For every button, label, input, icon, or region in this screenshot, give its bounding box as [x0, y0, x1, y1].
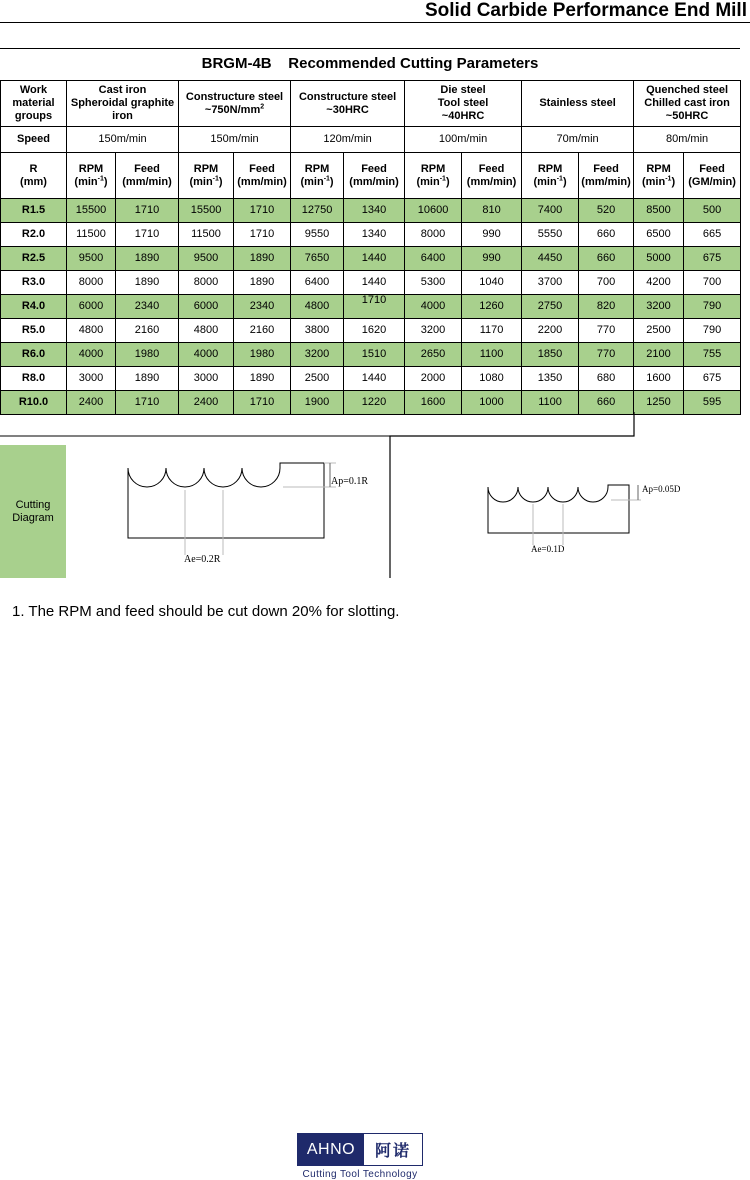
rpm-cell: 4000: [405, 295, 462, 319]
feed-cell: 770: [579, 319, 634, 343]
table-row: [1, 247, 741, 271]
rpm-header: RPM $(\min^{-1})$: [67, 153, 116, 199]
table-row: [1, 319, 741, 343]
table-row: [1, 367, 741, 391]
work-material-label: Work material groups: [1, 81, 67, 127]
feed-cell: 1890: [116, 247, 179, 271]
feed-cell: 1890: [116, 367, 179, 391]
page-header-title: Solid Carbide Performance End Mill: [424, 0, 747, 21]
feed-cell: 2340: [116, 295, 179, 319]
rpm-header: RPM $(\min^{-1})$: [179, 153, 234, 199]
feed-cell: 1710: [234, 223, 291, 247]
rpm-cell: 2400: [179, 391, 234, 415]
rpm-cell: 1350: [522, 367, 579, 391]
feed-cell: 790: [684, 295, 741, 319]
feed-cell: 700: [579, 271, 634, 295]
feed-header: Feed (mm/min): [234, 153, 291, 199]
rpm-cell: 11500: [67, 223, 116, 247]
table-row: [1, 271, 741, 295]
rpm-cell: 1250: [634, 391, 684, 415]
rpm-cell: 4000: [179, 343, 234, 367]
rpm-cell: 4800: [67, 319, 116, 343]
speed-value: 150m/min: [67, 127, 179, 153]
rpm-cell: 5000: [634, 247, 684, 271]
feed-cell: 810: [462, 199, 522, 223]
ahno-logo: [297, 1133, 423, 1180]
speed-value: 100m/min: [405, 127, 522, 153]
feed-cell: 1710: [234, 391, 291, 415]
feed-cell: 1170: [462, 319, 522, 343]
rpm-cell: 2500: [634, 319, 684, 343]
rpm-cell: 1100: [522, 391, 579, 415]
material-constructure-steel-30hrc: Constructure steel ~30HRC: [291, 81, 405, 127]
header-divider: [0, 22, 750, 23]
feed-header: Feed (mm/min): [116, 153, 179, 199]
material-header-row: [1, 81, 741, 127]
rpm-cell: 1850: [522, 343, 579, 367]
rpm-cell: 9500: [67, 247, 116, 271]
rpm-cell: 7400: [522, 199, 579, 223]
rpm-cell: 6500: [634, 223, 684, 247]
rpm-cell: 12750: [291, 199, 344, 223]
table-row: [1, 343, 741, 367]
rpm-cell: 3000: [67, 367, 116, 391]
feed-cell: 990: [462, 223, 522, 247]
rpm-cell: 3200: [634, 295, 684, 319]
feed-cell: 1980: [234, 343, 291, 367]
feed-cell: 1440: [344, 271, 405, 295]
rpm-cell: 3700: [522, 271, 579, 295]
rpm-cell: 3800: [291, 319, 344, 343]
feed-cell: 1000: [462, 391, 522, 415]
left-ae-label: Ae=0.2R: [184, 554, 221, 565]
material-constructure-steel-750: Constructure steel $\sim 750N/mm^2$: [179, 81, 291, 127]
rpm-cell: 2400: [67, 391, 116, 415]
rpm-cell: 2100: [634, 343, 684, 367]
rpm-header: RPM $(\min^{-1})$: [634, 153, 684, 199]
rpm-cell: 15500: [67, 199, 116, 223]
rpm-cell: 4000: [67, 343, 116, 367]
radius-cell: R8.0: [1, 367, 67, 391]
rpm-cell: 10600: [405, 199, 462, 223]
feed-cell: 675: [684, 367, 741, 391]
rpm-cell: 5550: [522, 223, 579, 247]
material-die-steel: Die steel Tool steel ~40HRC: [405, 81, 522, 127]
rpm-header: RPM $(\min^{-1})$: [522, 153, 579, 199]
feed-cell: 680: [579, 367, 634, 391]
material-cast-iron: Cast iron Spheroidal graphite iron: [67, 81, 179, 127]
feed-cell: 520: [579, 199, 634, 223]
feed-cell: 1260: [462, 295, 522, 319]
feed-cell: 1340: [344, 199, 405, 223]
feed-cell: 790: [684, 319, 741, 343]
rpm-cell: 2750: [522, 295, 579, 319]
rpm-cell: 8000: [405, 223, 462, 247]
speed-label: Speed: [1, 127, 67, 153]
feed-cell: 990: [462, 247, 522, 271]
diagram-divider: [390, 412, 634, 578]
rpm-cell: 6000: [67, 295, 116, 319]
feed-cell: 755: [684, 343, 741, 367]
feed-cell: 2340: [234, 295, 291, 319]
cutting-parameters-table: [0, 80, 741, 415]
rpm-cell: 4800: [291, 295, 344, 319]
rpm-cell: 8500: [634, 199, 684, 223]
feed-cell: 660: [579, 223, 634, 247]
logo-tagline: Cutting Tool Technology: [302, 1169, 418, 1180]
feed-cell: 1710: [234, 199, 291, 223]
rpm-cell: 3200: [405, 319, 462, 343]
feed-cell: 665: [684, 223, 741, 247]
rpm-cell: 6400: [405, 247, 462, 271]
left-workpiece-outline: [128, 463, 324, 538]
table-top-rule: [0, 48, 740, 49]
feed-cell: 820: [579, 295, 634, 319]
rpm-cell: 6000: [179, 295, 234, 319]
radius-cell: R5.0: [1, 319, 67, 343]
material-quenched-steel: Quenched steel Chilled cast iron ~50HRC: [634, 81, 741, 127]
rpm-cell: 15500: [179, 199, 234, 223]
feed-cell: 1890: [234, 247, 291, 271]
rpm-header: RPM $(\min^{-1})$: [405, 153, 462, 199]
rpm-cell: 1600: [634, 367, 684, 391]
radius-cell: R6.0: [1, 343, 67, 367]
speed-value: 150m/min: [179, 127, 291, 153]
rpm-cell: 1900: [291, 391, 344, 415]
feed-cell: 1220: [344, 391, 405, 415]
right-ap-label: Ap=0.05D: [642, 484, 681, 494]
speed-row: [1, 127, 741, 153]
feed-cell: 770: [579, 343, 634, 367]
table-row: [1, 223, 741, 247]
rpm-cell: 9500: [179, 247, 234, 271]
radius-cell: R1.5: [1, 199, 67, 223]
radius-cell: R2.0: [1, 223, 67, 247]
slotting-note: 1. The RPM and feed should be cut down 20% for slotting.: [12, 603, 400, 620]
feed-cell: 660: [579, 247, 634, 271]
table-row: [1, 199, 741, 223]
feed-cell: 2160: [234, 319, 291, 343]
rpm-cell: 8000: [67, 271, 116, 295]
speed-value: 80m/min: [634, 127, 741, 153]
logo-english: AHNO: [298, 1134, 364, 1165]
feed-cell: 1440: [344, 367, 405, 391]
radius-cell: R3.0: [1, 271, 67, 295]
rpm-cell: 4200: [634, 271, 684, 295]
cutting-diagram: [0, 410, 750, 590]
feed-cell: 1620: [344, 319, 405, 343]
rpm-cell: 7650: [291, 247, 344, 271]
feed-cell: 1510: [344, 343, 405, 367]
rpm-cell: 3000: [179, 367, 234, 391]
cutting-diagram-label: Cutting Diagram: [0, 445, 66, 578]
feed-cell: 1340: [344, 223, 405, 247]
column-header-row: [1, 153, 741, 199]
table-title: BRGM-4B Recommended Cutting Parameters: [201, 55, 539, 72]
feed-cell: 1710: [344, 295, 405, 319]
radius-header: R (mm): [1, 153, 67, 199]
left-diagram: [128, 463, 368, 565]
feed-cell: 1040: [462, 271, 522, 295]
feed-cell: 500: [684, 199, 741, 223]
feed-cell: 1980: [116, 343, 179, 367]
feed-header: Feed (mm/min): [579, 153, 634, 199]
rpm-header: RPM $(\min^{-1})$: [291, 153, 344, 199]
rpm-cell: 11500: [179, 223, 234, 247]
feed-cell: 2160: [116, 319, 179, 343]
feed-cell: 1710: [116, 199, 179, 223]
feed-cell: 1710: [116, 391, 179, 415]
feed-cell: 1890: [234, 367, 291, 391]
rpm-cell: 2650: [405, 343, 462, 367]
feed-header: Feed (mm/min): [344, 153, 405, 199]
feed-cell: 1440: [344, 247, 405, 271]
rpm-cell: 6400: [291, 271, 344, 295]
right-workpiece-outline: [488, 485, 629, 533]
logo-chinese: 阿诺: [374, 1143, 411, 1160]
rpm-cell: 8000: [179, 271, 234, 295]
feed-header: Feed (GM/min): [684, 153, 741, 199]
radius-cell: R2.5: [1, 247, 67, 271]
feed-cell: 675: [684, 247, 741, 271]
rpm-cell: 2000: [405, 367, 462, 391]
rpm-cell: 2200: [522, 319, 579, 343]
feed-header: Feed (mm/min): [462, 153, 522, 199]
table-row: [1, 295, 741, 319]
feed-cell: 1890: [116, 271, 179, 295]
rpm-cell: 9550: [291, 223, 344, 247]
feed-cell: 595: [684, 391, 741, 415]
right-ae-label: Ae=0.1D: [531, 544, 565, 554]
rpm-cell: 4450: [522, 247, 579, 271]
feed-cell: 1100: [462, 343, 522, 367]
feed-cell: 700: [684, 271, 741, 295]
rpm-cell: 5300: [405, 271, 462, 295]
left-ap-label: Ap=0.1R: [331, 476, 369, 487]
radius-cell: R4.0: [1, 295, 67, 319]
feed-cell: 1080: [462, 367, 522, 391]
rpm-cell: 1600: [405, 391, 462, 415]
radius-cell: R10.0: [1, 391, 67, 415]
right-diagram: [488, 484, 681, 554]
rpm-cell: 3200: [291, 343, 344, 367]
speed-value: 120m/min: [291, 127, 405, 153]
feed-cell: 1710: [116, 223, 179, 247]
material-stainless-steel: Stainless steel: [522, 81, 634, 127]
speed-value: 70m/min: [522, 127, 634, 153]
feed-cell: 660: [579, 391, 634, 415]
feed-cell: 1890: [234, 271, 291, 295]
rpm-cell: 4800: [179, 319, 234, 343]
rpm-cell: 2500: [291, 367, 344, 391]
